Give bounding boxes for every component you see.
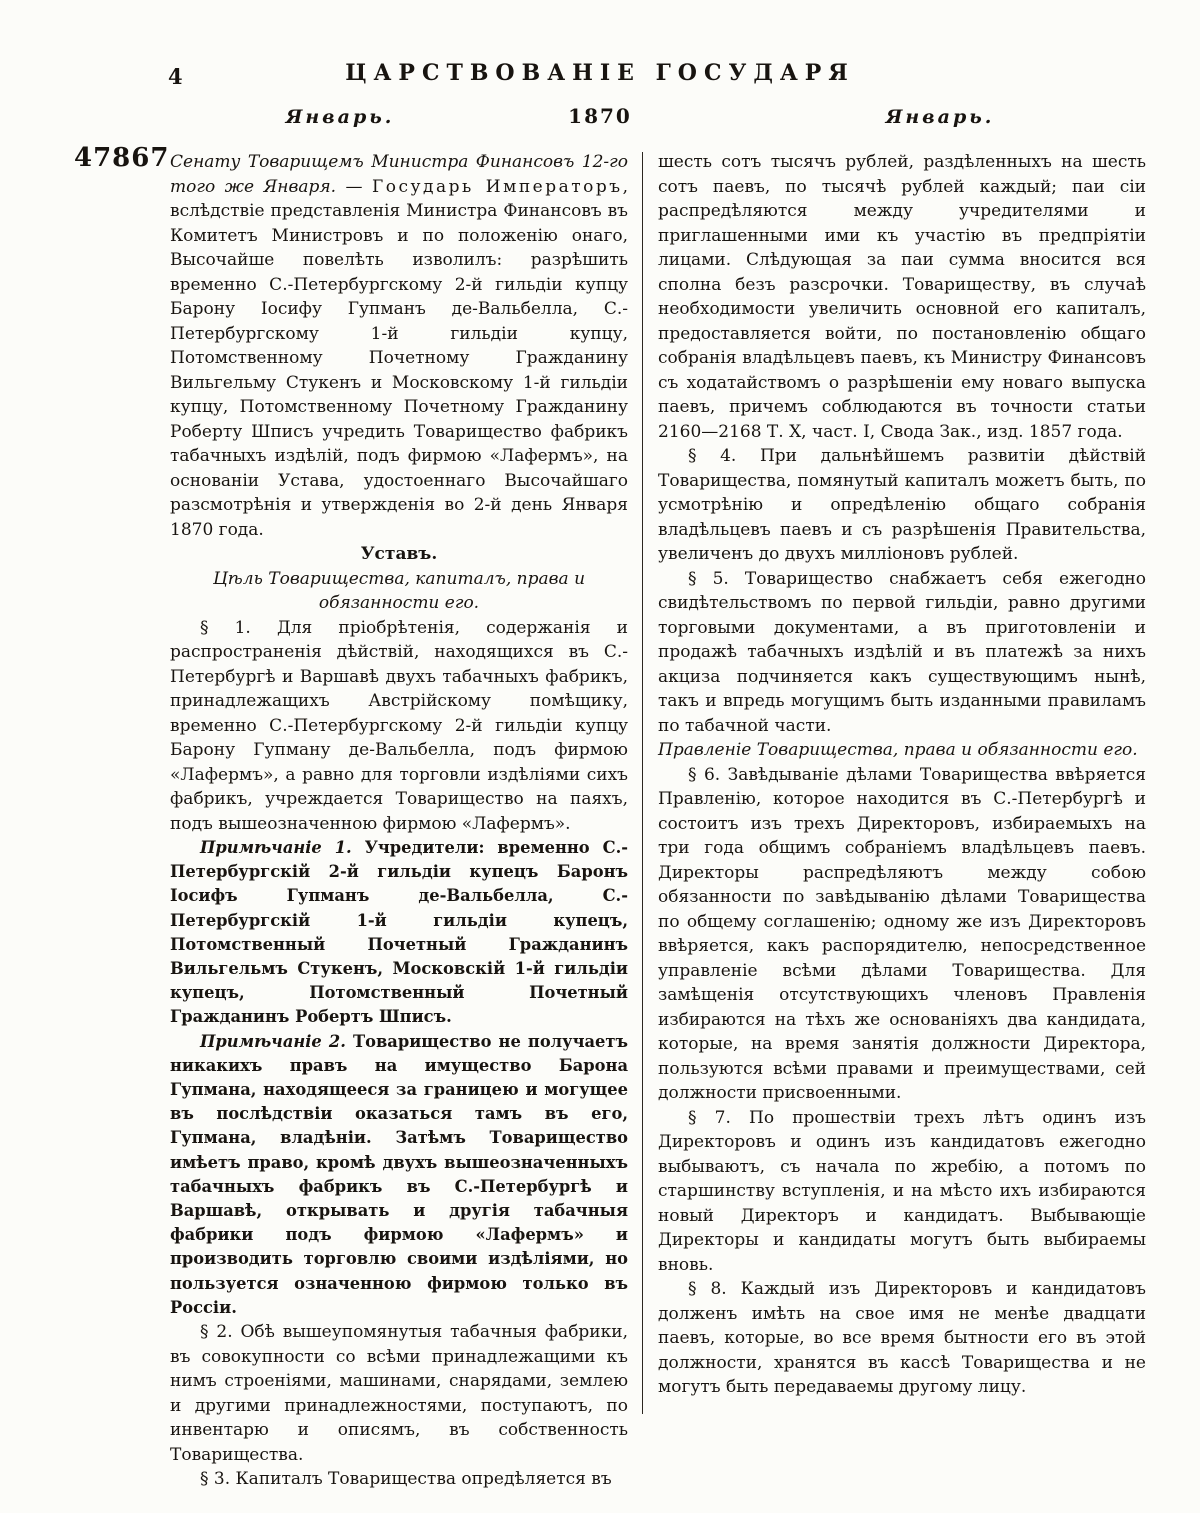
text-run: § 7. По прошествіи трехъ лѣтъ одинъ изъ Директоровъ и одинъ изъ кандидатовъ ежегодно выбываютъ, съ начала по жребію, а потомъ по старшинству вступленія, и на мѣсто ихъ избираются новый Директоръ и кандидатъ. Выбывающіе Директоры и кандидаты могутъ быть выбираемы вновь. [658, 1107, 1146, 1275]
text-run: шесть сотъ тысячъ рублей, раздѣленныхъ на шесть сотъ паевъ, по тысячѣ рублей каждый; паи сіи распредѣляются между учредителями и приглашенными ими къ участію въ предпріятіи лицами. Слѣдующая за паи сумма вносится вся сполна безъ разсрочки. Товариществу, въ случаѣ необходимости увеличить основной его капиталъ, предоставляется войти, по постановленію общаго собранія владѣльцевъ паевъ, къ Министру Финансовъ съ ходатайствомъ о разрѣшеніи ему новаго выпуска паевъ, причемъ соблюдаются въ точности статьи 2160—2168 Т. X, част. I, Свода Зак., изд. 1857 года. [658, 152, 1146, 442]
text-run: Правленіе Товарищества, права и обязанности его. [658, 740, 1138, 760]
running-head-month-left: Январь. [285, 106, 395, 128]
paragraph-note-1 [170, 836, 628, 1030]
document-number: 47867 [74, 143, 170, 173]
section-heading-goal [170, 567, 628, 616]
paragraph-section-5 [658, 567, 1146, 739]
text-run: , вслѣдствіе представленія Министра Финансовъ въ Комитетъ Министровъ и по положенію онаго, Высочайше повелѣть изволилъ: разрѣшить временно С.-Петербургскому 2-й гильдіи купцу Барону Іосифу Гупманъ де-Вальбелла, С.-Петербургскому 1-й гильдіи купцу, Потомственному Почетному Гражданину Вильгельму Стукенъ и Московскому 1-й гильдіи купцу, Потомственному Почетному Гражданину Роберту Шписъ учредить Товарищество фабрикъ табачныхъ издѣлій, подъ фирмою «Лафермъ», на основаніи Устава, удостоеннаго Высочайшаго разсмотрѣнія и утвержденія во 2-й день Января 1870 года. [170, 176, 628, 540]
text-run: § 5. Товарищество снабжаетъ себя ежегодно свидѣтельствомъ по первой гильдіи, равно другими торговыми документами, а въ приготовленіи и продажѣ табачныхъ издѣлій и въ платежѣ за нихъ акциза подчиняется какъ существующимъ нынѣ, такъ и впредь могущимъ быть изданными правиламъ по табачной части. [658, 568, 1146, 736]
text-columns [74, 143, 1146, 1492]
section-heading-board [658, 738, 1146, 763]
doc-lead-paragraph [74, 143, 628, 542]
text-run: Уставъ. [360, 544, 438, 564]
text-run: § 1. Для пріобрѣтенія, содержанія и распространенія дѣйствій, находящихся въ С.-Петербургѣ и Варшавѣ двухъ табачныхъ фабрикъ, принадлежащихъ Австрійскому помѣщику, временно С.-Петербургскому 2-й гильдіи купцу Барону Гупману де-Вальбелла, подъ фирмою «Лафермъ», а равно для торговли издѣліями сихъ фабрикъ, учреждается Товарищество на паяхъ, подъ вышеозначенною фирмою «Лафермъ». [170, 617, 628, 834]
paragraph-section-3-start [170, 1467, 628, 1492]
text-run: § 6. Завѣдываніе дѣлами Товарищества ввѣряется Правленію, которое находится въ С.-Петербургѣ и состоитъ изъ трехъ Директоровъ, избираемыхъ на три года общимъ собраніемъ владѣльцевъ паевъ. Директоры распредѣляютъ между собою обязанности по завѣдыванію дѣлами Товарищества по общему соглашенію; одному же изъ Директоровъ ввѣряется, какъ распорядителю, непосредственное управленіе всѣми дѣлами Товарищества. Для замѣщенія отсутствующихъ членовъ Правленія избираются на тѣхъ же основаніяхъ два кандидата, которые, на время занятія должности Директора, пользуются всѣми правами и преимуществами, сей должности присвоенными. [658, 764, 1146, 1103]
paragraph-section-8 [658, 1277, 1146, 1400]
left-column [74, 143, 628, 1492]
paragraph-section-7 [658, 1106, 1146, 1278]
page-number: 4 [168, 64, 183, 89]
text-run: § 2. Обѣ вышеупомянутыя табачныя фабрики, въ совокупности со всѣми принадлежащими къ нимъ строеніями, машинами, снарядами, землею и другими принадлежностями, поступаютъ, по инвентарю и описямъ, въ собственность Товарищества. [170, 1322, 628, 1465]
text-run: Примѣчаніе 2. [200, 1031, 346, 1051]
paragraph-section-6 [658, 763, 1146, 1106]
text-run: Цѣль Товарищества, капиталъ, права и обязанности его. [212, 568, 586, 613]
paragraph-note-2 [170, 1030, 628, 1320]
text-run: Сенату Товарищемъ Министра Финансовъ 12-го того же Января. — [170, 152, 628, 197]
paragraph-section-1 [170, 616, 628, 837]
text-run: § 4. При дальнѣйшемъ развитіи дѣйствій Товарищества, помянутый капиталъ можетъ быть, по усмотрѣнію и опредѣленію общаго собранія владѣльцевъ паевъ и съ разрѣшенія Правительства, увеличенъ до двухъ милліоновъ рублей. [658, 446, 1146, 564]
text-run: § 8. Каждый изъ Директоровъ и кандидатовъ долженъ имѣть на свое имя не менѣе двадцати паевъ, которые, во все время бытности его въ этой должности, хранятся въ кассѣ Товарищества и не могутъ быть передаваемы другому лицу. [658, 1279, 1146, 1397]
page-title: ЦАРСТВОВАНІЕ ГОСУДАРЯ [345, 60, 855, 86]
charter-heading [170, 542, 628, 567]
text-run: Примѣчаніе 1. [200, 838, 352, 857]
paragraph-section-2 [170, 1320, 628, 1467]
text-run: Товарищество не получаетъ никакихъ правъ на имущество Барона Гупмана, находящееся за границею и могущее въ послѣдствіи оказаться тамъ въ его, Гупмана, владѣніи. Затѣмъ Товарищество имѣетъ право, кромѣ двухъ вышеозначенныхъ табачныхъ фабрикъ въ С.-Петербургѣ и Варшавѣ, открывать и другія табачныя фабрики подъ фирмою «Лафермъ» и производить торговлю своими издѣліями, но пользуется означенною фирмою только въ Россіи. [170, 1031, 628, 1317]
running-head-year: 1870 [568, 104, 632, 128]
text-run: Учредители: временно С.-Петербургскій 2-й гильдіи купецъ Баронъ Іосифъ Гупманъ де-Вальбелла, С.-Петербургскій 1-й гильдіи купецъ, Потомственный Почетный Гражданинъ Вильгельмъ Стукенъ, Московскій 1-й гильдіи купецъ, Потомственный Почетный Гражданинъ Робертъ Шписъ. [170, 838, 628, 1027]
running-head-month-right: Январь. [885, 106, 995, 128]
paragraph-section-4 [658, 444, 1146, 567]
text-run: Государь Императоръ [372, 176, 623, 197]
paragraph-section-3-continued [658, 150, 1146, 444]
right-column [658, 150, 1146, 1492]
text-run: § 3. Капиталъ Товарищества опредѣляется въ [200, 1469, 612, 1490]
